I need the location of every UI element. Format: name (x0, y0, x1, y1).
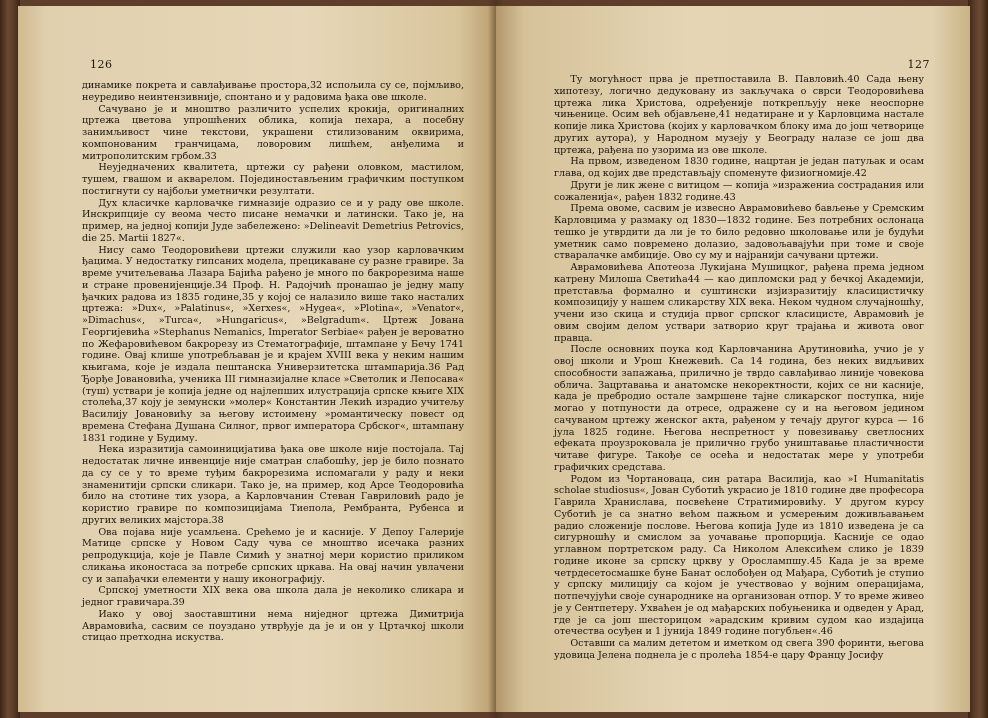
body-text (554, 74, 924, 662)
paragraph: Аврамовићева Апотеоза Лукијана Мушицког, рађена према једном катрену Милоша Светића44 — као дипломски рад у бечкој Академији, претстављa формално и суштински изјизразитију класицистичку композицију у нашем сликарству XIX века. Неком чудном случајношћу, учени изо скица и студија првог српског класицисте, Аврамовић је овим својим делом уствари затворио круг трајања и живота овог правца. (554, 262, 924, 344)
left-page (18, 6, 496, 712)
page-number: 126 (90, 58, 113, 71)
right-page (496, 6, 970, 712)
paragraph: После основних поука код Карловчанина Арутиновића, учио је у овој школи и Урош Кнежевић. Са 14 година, без неких видљивих способности запажања, прилично је тврдо савлађивао линије човекова облича. Зацртавања и анатомске некоректности, којих се ни касније, када је пребродио остале замршене тајне сликарског поступка, није могао у потпуности да отресе, одражене су и на његовом једином сачуваном цртежу женског акта, рађеном у течају другог курса — 16 јула 1825 године. Његова неспретност у повезивању светлосних ефеката проузроковала је прилично грубо уништавање пластичности читаве фигуре. Такође се осећа и недостатак мере у употреби графичких средстава. (554, 344, 924, 473)
paragraph: Дух класичке карловачке гимназије одразио се и у раду ове школе. Инскрипције су веома често писане немачки и латински. Тако је, на пример, на једној копији Јуде забележено: »Delineavit Demetrius Petrovics, die 25. Martii 1827«. (82, 197, 464, 244)
paragraph: На првом, изведеном 1830 године, нацртан је један патуљак и осам глава, од којих две представљају споменуте физиогномије.42 (554, 156, 924, 179)
paragraph: Нису само Теодоровићеви цртежи служили као узор карловачким ђацима. У недостатку гипсаних модела, прецикаване су разне гравире. За време учитељевања Лазара Бајића рађено је много по бакрорезима наше и стране провенијенције.34 Проф. Н. Радојчић пронашао је једну мапу ђачких радова из 1835 године,35 у којој се налазило више тако насталих цртежа: »Dux«, »Palatinus«, »Xerxes«, »Hygea«, »Plotina«, »Venator«, »Dimachus«, »Turca«, »Hungaricus«, »Belgradum«. Цртеж Јована Георгијевића »Stephanus Nemanics, Imperator Serbiae« рађен је вероватно по Жефаровићевом бакрорезу из Стематографије, штампане у Бечу 1741 године. Овај клише употребљаван је и крајем XVIII века у неким нашим књигама, које је издала пештанска Универзитетска штампарија.36 Рад Ђорђе Јовановића, ученика III гимназијалне класе »Светолик и Лепосава« (туш) уствари је копија једне од најлепших илустрација српске књиге XIX столећа,37 коју је земунски »молер« Константин Лекић израдио учитељу Василију Јовановићу за његову истоимену »романтическу повест од времена Стефана Душана Силног, првог императора Србског«, штампану 1831 године у Будиму. (82, 244, 464, 444)
paragraph: Оставши са малим дететом и иметком од свега 390 форинти, његова удовица Јелена поднела је с пролећа 1854-е цару Францу Јосифу (554, 638, 924, 661)
paragraph: Српској уметности XIX века ова школа дала је неколико сликара и једног гравичара.39 (82, 585, 464, 608)
paragraph: Према овоме, сасвим је извесно Аврамовићево бављење у Сремским Карловцима у размаку од 1830—1832 године. Без потребних ослонаца тешко је утврдити да ли је то било редовно школовање или је будући уметник само повремено долазио, задовољавајући при томе и своје стваралачке амбиције. Ово су му и најранији сачувани цртежи. (554, 203, 924, 262)
body-text (82, 80, 464, 644)
page-number: 127 (907, 58, 930, 71)
paragraph: Неуједначених квалитета, цртежи су рађени оловком, мастилом, тушем, гвашом и акварелом. Појединостављеним графичким поступком постигнути су најбољи уметнички резултати. (82, 162, 464, 197)
paragraph: Иако у овој заоставштини нема ниједног цртежа Димитрија Аврамовића, сасвим се поуздано утврђује да је и он у Цртачкој школи стицао претходна искуства. (82, 608, 464, 644)
paragraph: Нека изразитија самоиницијатива ђака ове школе није постојала. Тај недостатак личне инвенције није сматран слабошћу, јер је било познато да су се у то време туђим бакрорезима испомагали у раду и неки знаменитији српски сликари. Тако је, на пример, код Арсе Теодоровића било на стотине тих узора, а Карловчанин Стеван Гавриловић радо је користио гравире по композицијама Тиепола, Рембранта, Рубенса и других великих мајстора.38 (82, 444, 464, 526)
paragraph: Ова појава није усамљена. Срећемо је и касније. У Депоу Галерије Матице српске у Новом Саду чува се мноштво исечака разних репродукција, које је Павле Симић у знатној мери користио приликом сликања иконостаса за потребе српских цркава. На овај начин увлачени су и запађачки елементи у нашу иконографију. (82, 526, 464, 585)
paragraph: динамике покрета и савлађивање простора,32 испољила су се, појмљиво, неуредиво неинтензивније, спонтано и у радовима ђака ове школе. (82, 80, 464, 103)
paragraph: Родом из Чортановаца, син ратара Василија, као »I Humanitatis scholae studiosus«, Јован Суботић украсио је 1810 године две професора Гаврила Хранислава, посвећене Стратимировићу. У другом курсу Суботић је са знатно већом пажњом и усмерењим доживљавањем радио сложеније послове. Његова копија Јуде из 1810 изведена је са сигурношћу и смислом за уочавање пропорција. Касније се одао углавном портретском раду. Са Николом Алексићем слико је 1839 године иконе за српску цркву у Орослампшу.45 Када је за време четрдесетосмашке буне Банат ослобођен од Мађара, Суботић је ступио у српску милицију са којом је учествовао у војним операцијама, потпечујући своје сународнике на организован отпор. У то време живео је у Сентпетеру. Ухваћен је од мађарских побуњеника и одведен у Арад, где је са још шесторицом »арадским кривим судом као издајица отечества осуђен и 1 јунија 1849 године погубљен«.46 (554, 473, 924, 638)
paragraph: Сачувано је и мноштво различито успелих крокија, оригиналних цртежа цветова упрошћених облика, копија пехара, а посебну занимљивост чине текстови, украшени стилизованим оквирима, компонованим гранчицама, ловоровим лишћем, анђелима и митрополитским грбом.33 (82, 103, 464, 162)
paragraph: Други је лик жене с витицом — копија »изражениа сострадания или сожаленија«, рађен 1832 године.43 (554, 179, 924, 203)
paragraph: Ту могућност прва је претпоставила В. Павловић.40 Сада њену хипотезу, логично дедуковану из закључака о сврси Теодоровићева цртежа лика Христова, одређеније поткрепљују неке неоспорне чињенице. Осим већ објављене,41 недатиране и у Карловцима настале копије лика Христова (којих у карловачком блоку има до још четворице других аутора), у Народном музеју у Београду налазе се још два цртежа, рађена по узорима из ове школе. (554, 74, 924, 156)
